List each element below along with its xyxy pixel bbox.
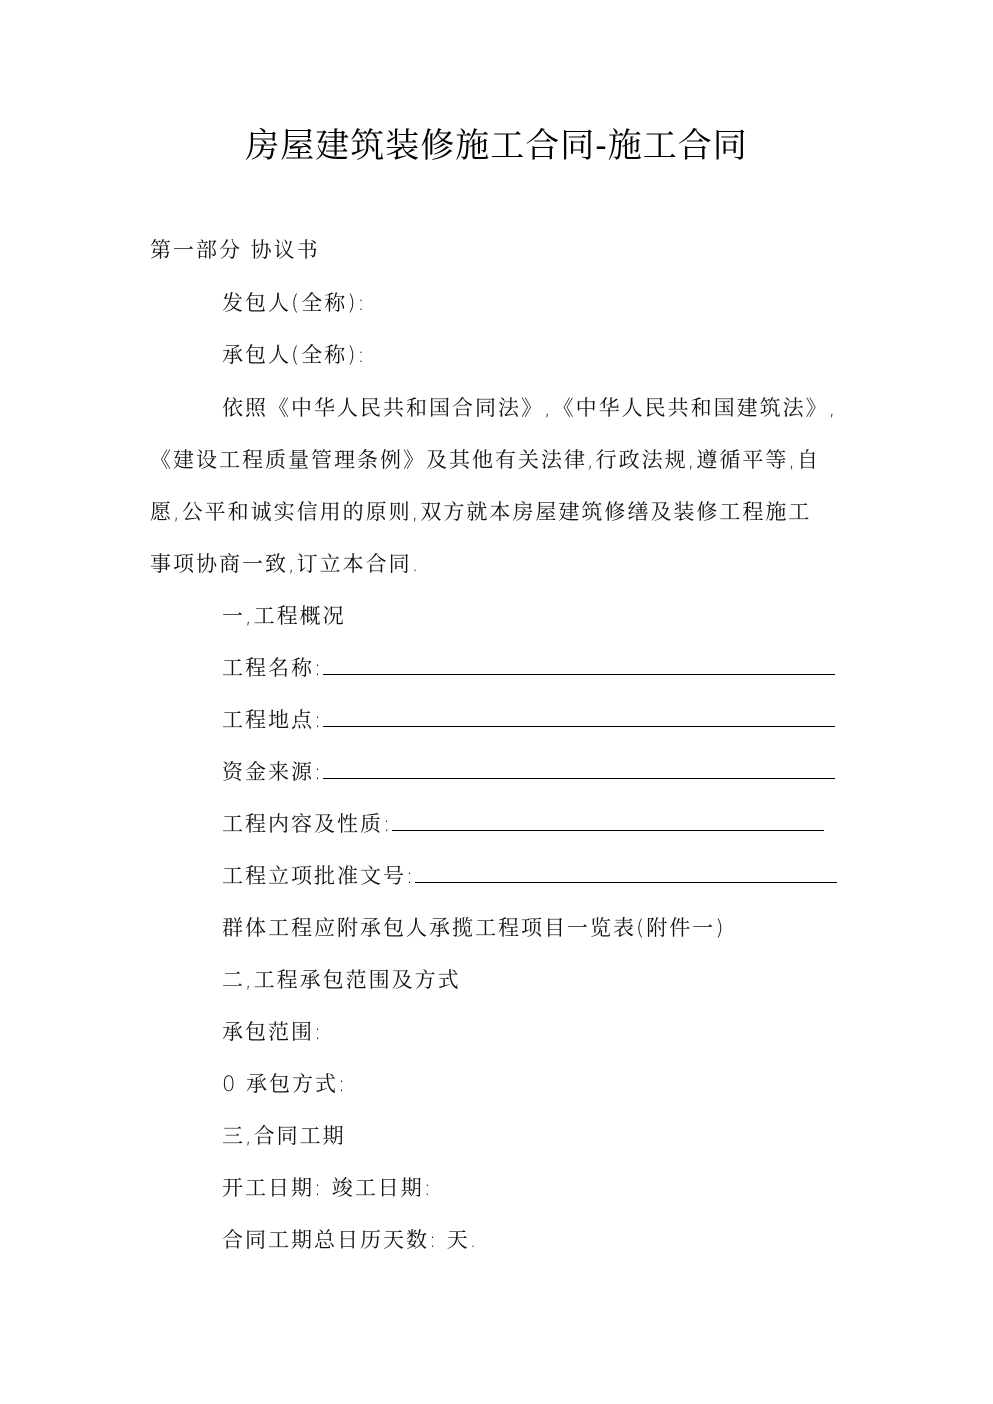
preamble-line-4: 事项协商一致,订立本合同.: [150, 552, 421, 576]
section1-note: 群体工程应附承包人承揽工程项目一览表(附件一): [222, 916, 726, 940]
preamble-line-3: 愿,公平和诚实信用的原则,双方就本房屋建筑修缮及装修工程施工: [150, 500, 812, 524]
section2-heading: 二,工程承包范围及方式: [222, 968, 461, 992]
field-project-location: [222, 706, 835, 734]
field-label: 工程立项批准文号:: [222, 864, 416, 888]
total-days-label: 合同工期总日历天数: 天.: [222, 1228, 479, 1252]
method-label: 0 承包方式:: [222, 1072, 348, 1096]
document-title: 房屋建筑装修施工合同-施工合同: [245, 126, 748, 166]
preamble-line-2: 《建设工程质量管理条例》及其他有关法律,行政法规,遵循平等,自: [150, 448, 821, 472]
preamble-line-1: 依照《中华人民共和国合同法》,《中华人民共和国建筑法》,: [222, 396, 838, 420]
field-label: 工程地点:: [222, 708, 324, 732]
part-heading: 第一部分 协议书: [150, 238, 320, 262]
section3-heading: 三,合同工期: [222, 1124, 346, 1148]
employer-label: 发包人(全称):: [222, 291, 367, 315]
funding-source-blank[interactable]: [323, 760, 835, 779]
project-content-blank[interactable]: [392, 812, 824, 831]
approval-number-blank[interactable]: [415, 864, 837, 883]
field-label: 资金来源:: [222, 760, 324, 784]
field-label: 工程名称:: [222, 656, 324, 680]
scope-label: 承包范围:: [222, 1020, 324, 1044]
field-label: 工程内容及性质:: [222, 812, 393, 836]
dates-label: 开工日期: 竣工日期:: [222, 1176, 433, 1200]
field-project-name: [222, 654, 835, 682]
field-funding-source: [222, 758, 835, 786]
section1-heading: 一,工程概况: [222, 604, 346, 628]
contractor-label: 承包人(全称):: [222, 343, 367, 367]
field-approval-number: [222, 862, 837, 890]
project-name-blank[interactable]: [323, 656, 835, 675]
project-location-blank[interactable]: [323, 708, 835, 727]
field-project-content: [222, 810, 824, 838]
